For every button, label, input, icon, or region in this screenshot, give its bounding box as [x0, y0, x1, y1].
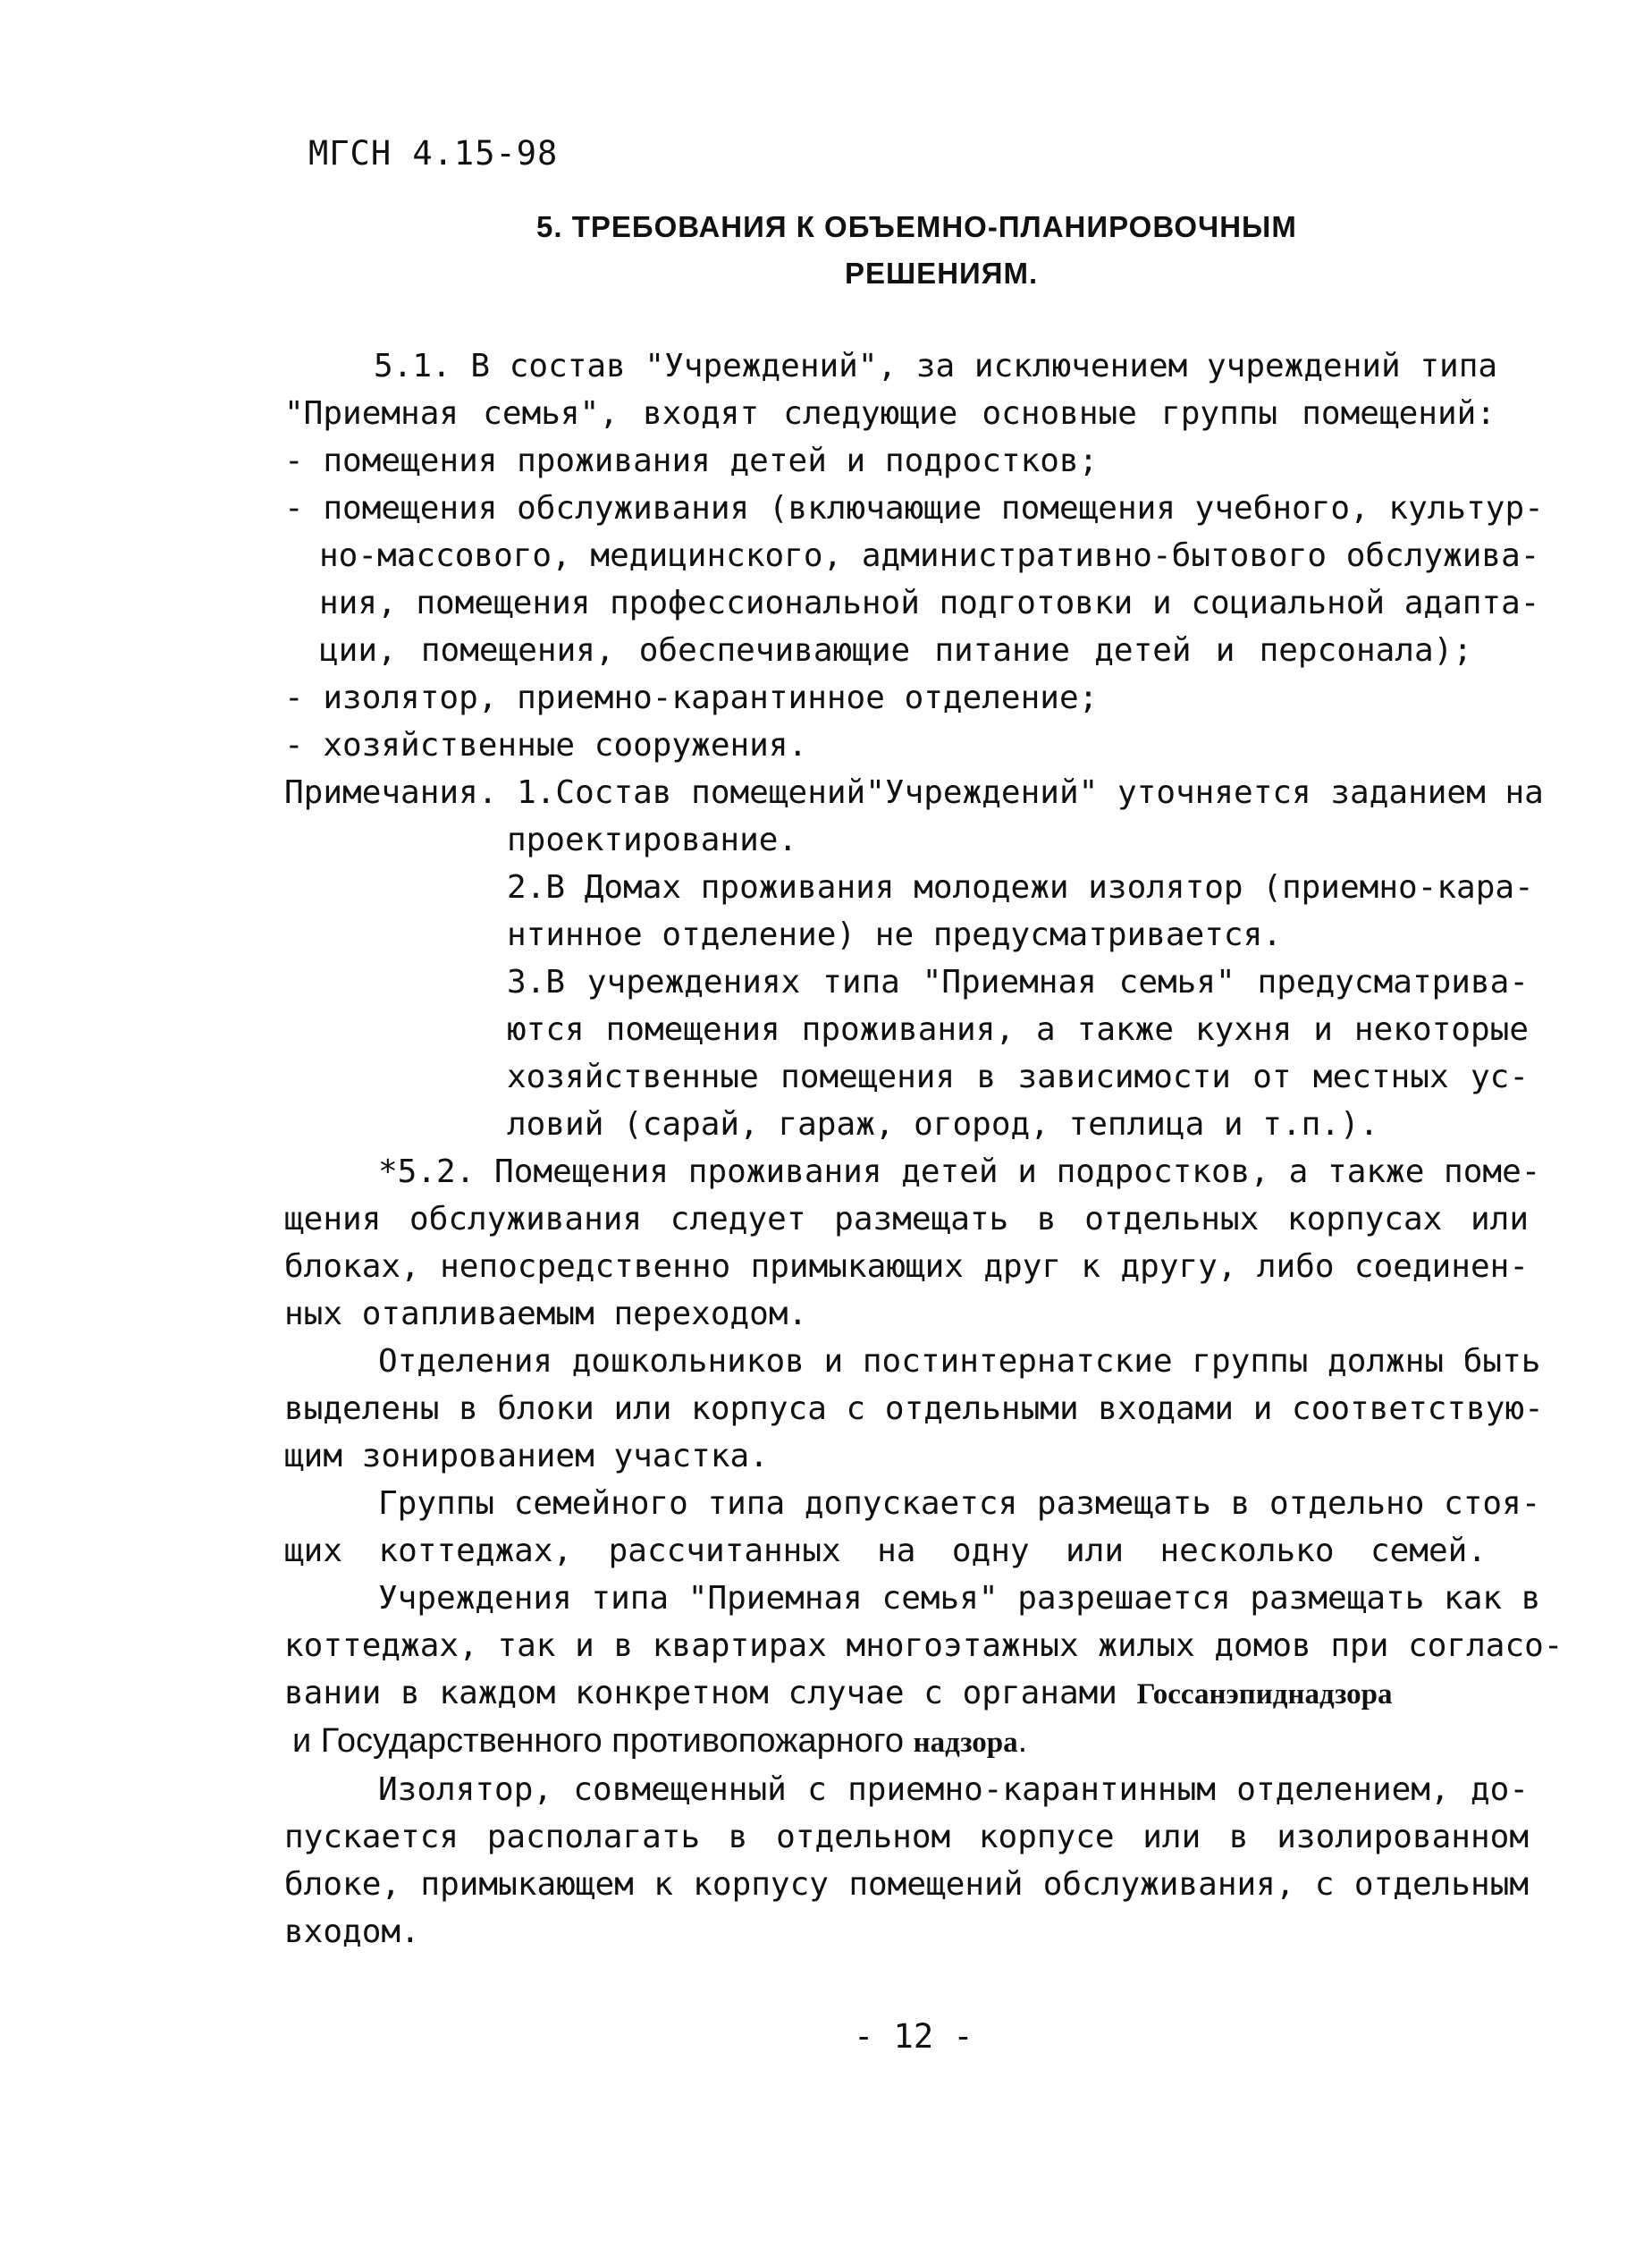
- notes-line: ются помещения проживания, а также кухня и некоторые: [507, 1011, 1529, 1048]
- text-line: "Приемная семья", входят следующие основные группы помещений:: [284, 395, 1496, 432]
- text-line: 5.1. В состав "Учреждений", за исключением учреждений типа: [374, 348, 1498, 384]
- text-line: но-массового, медицинского, административно-бытового обслужива-: [319, 537, 1540, 574]
- notes-line: проектирование.: [507, 822, 798, 858]
- agency-name-bold: надзора: [913, 1727, 1018, 1759]
- text-line: входом.: [284, 1913, 420, 1950]
- text-line: коттеджах, так и в квартирах многоэтажных жилых домов при согласо-: [284, 1627, 1564, 1664]
- text-line: ния, помещения профессиональной подготовки и социальной адапта-: [319, 585, 1540, 621]
- section-title-line-2: РЕШЕНИЯМ.: [845, 257, 1039, 290]
- text-line: Отделения дошкольников и постинтернатские группы должны быть: [378, 1343, 1541, 1380]
- text-line: Учреждения типа "Приемная семья" разрешается размещать как в: [378, 1580, 1541, 1617]
- document-code: МГСН 4.15-98: [308, 134, 559, 173]
- section-title: [536, 204, 1341, 297]
- notes-line: 3.В учреждениях типа "Приемная семья" предусматрива-: [507, 964, 1529, 1001]
- text-line: ции, помещения, обеспечивающие питание детей и персонала);: [319, 632, 1472, 669]
- notes-line: ловий (сарай, гараж, огород, теплица и т.п.).: [507, 1106, 1379, 1143]
- text-fragment: вании в каждом конкретном случае с органами: [284, 1675, 1117, 1711]
- text-line: выделены в блоки или корпуса с отдельными входами и соответствую-: [284, 1390, 1544, 1427]
- text-line: ных отапливаемым переходом.: [284, 1296, 808, 1332]
- text-line: щих коттеджах, рассчитанных на одну или несколько семей.: [284, 1533, 1487, 1569]
- text-line: - помещения обслуживания (включающие помещения учебного, культур-: [284, 490, 1544, 527]
- notes-line: 2.В Домах проживания молодежи изолятор (приемно-кара-: [507, 869, 1534, 906]
- text-line: Изолятор, совмещенный с приемно-карантинным отделением, до-: [378, 1771, 1529, 1808]
- text-line: щения обслуживания следует размещать в отдельных корпусах или: [284, 1201, 1529, 1238]
- text-line: блоках, непосредственно примыкающих друг к другу, либо соединен-: [284, 1248, 1529, 1285]
- text-line: [292, 1723, 1186, 1761]
- text-line: щим зонированием участка.: [284, 1438, 769, 1474]
- notes-line: Примечания. 1.Состав помещений"Учреждений" уточняется заданием на: [284, 774, 1544, 811]
- text-line: [284, 1676, 1446, 1712]
- text-line: - хозяйственные сооружения.: [284, 727, 808, 764]
- agency-name-bold: Госсанэпиднадзора: [1136, 1678, 1393, 1711]
- text-fragment: .: [1017, 1722, 1028, 1760]
- text-line: Группы семейного типа допускается размещать в отдельно стоя-: [378, 1485, 1541, 1522]
- text-line: - изолятор, приемно-карантинное отделение;: [284, 680, 1099, 716]
- text-line: - помещения проживания детей и подростков;: [284, 443, 1099, 479]
- notes-line: хозяйственные помещения в зависимости от местных ус-: [507, 1059, 1529, 1095]
- section-title-line-1: 5. ТРЕБОВАНИЯ К ОБЪЕМНО-ПЛАНИРОВОЧНЫМ: [536, 210, 1297, 243]
- page-number: - 12 -: [854, 2017, 974, 2056]
- notes-line: нтинное отделение) не предусматривается.: [507, 917, 1282, 953]
- text-line: пускается располагать в отдельном корпусе или в изолированном: [284, 1819, 1529, 1855]
- text-line: блоке, примыкающем к корпусу помещений обслуживания, с отдельным: [284, 1866, 1529, 1903]
- text-fragment: и Государственного противопожарного: [292, 1722, 905, 1760]
- text-line: *5.2. Помещения проживания детей и подростков, а также поме-: [378, 1153, 1541, 1190]
